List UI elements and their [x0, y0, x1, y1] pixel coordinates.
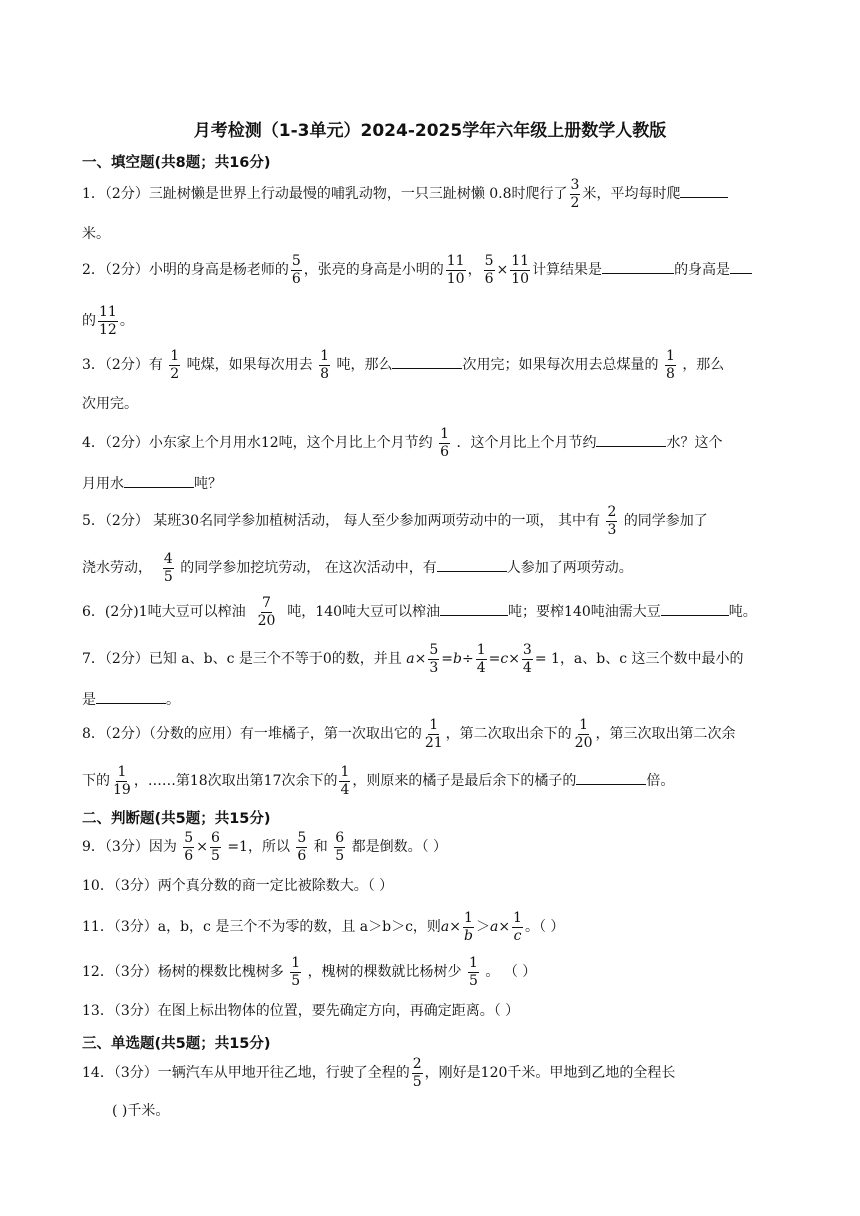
question-14-text-b: ，刚好是120千米。甲地到乙地的全程长 — [424, 1065, 676, 1082]
question-7-text-b: ，a、b、c 这三个数中最小的 — [559, 651, 744, 668]
variable: c — [500, 651, 509, 668]
fraction: $\frac{7}{20}$ — [257, 595, 276, 629]
question-2-text-d: 计算结果是 — [532, 262, 603, 279]
section-heading-fill-in: 一、填空题(共8题；共16分) — [82, 155, 271, 171]
punctuation: 。 — [119, 313, 134, 330]
question-3-text-g: 次用完。 — [82, 396, 138, 412]
question-2-line-1 — [82, 254, 752, 286]
fraction: $\frac{3}{2}$ — [570, 177, 580, 211]
question-5-text-d: 的同学参加挖坑劳动， 在这次活动中，有 — [180, 560, 437, 577]
question-8-text-h: 倍。 — [646, 773, 675, 790]
question-12-line-1 — [82, 956, 536, 988]
page-title: 月考检测（1-3单元）2024-2025学年六年级上册数学人教版 — [193, 121, 667, 141]
question-8-text-c: ，第三次取出第二次余 — [595, 726, 736, 743]
question-4-line-2 — [82, 473, 222, 491]
question-8-text-d: 下的 — [82, 773, 110, 790]
greater-than-sign: ＞ — [475, 919, 490, 936]
question-8-line-2 — [82, 765, 674, 797]
fraction: $\frac{11}{10}$ — [446, 253, 465, 287]
fraction: $\frac{1}{4}$ — [476, 642, 486, 676]
fraction: $\frac{6}{5}$ — [210, 830, 220, 864]
answer-blank[interactable] — [730, 259, 752, 274]
variable: a — [406, 651, 415, 668]
question-5-line-2 — [82, 552, 633, 584]
fraction: $\frac{11}{10}$ — [511, 253, 530, 287]
question-2-text-g: 的 — [82, 313, 96, 330]
equals-sign: = — [488, 651, 501, 668]
question-1-text-b: 米，平均每时爬 — [582, 186, 681, 203]
question-7-text: 7．（2分）已知 a、b、c 是三个不等于0的数，并且 — [82, 651, 402, 668]
question-2-text-e: 的身高是 — [674, 262, 731, 279]
question-3-text: 3．（2分）有 — [82, 357, 163, 374]
fraction: $\frac{1}{19}$ — [113, 764, 131, 798]
fraction: $\frac{2}{3}$ — [607, 504, 617, 538]
answer-blank[interactable] — [596, 432, 666, 447]
question-10-text: 10．（3分）两个真分数的商一定比被除数大。（ ） — [82, 878, 394, 894]
question-2-text: 2．（2分）小明的身高是杨老师的 — [82, 262, 289, 279]
fraction: $\frac{1}{21}$ — [424, 717, 443, 751]
question-11-text: 11．（3分）a，b，c 是三个不为零的数，且 a＞b＞c，则 — [82, 919, 441, 936]
times-sign: × — [196, 839, 208, 856]
question-7-line-1 — [82, 643, 744, 675]
times-sign: × — [496, 262, 509, 279]
question-4-text-b: ．这个月比上个月节约 — [456, 435, 597, 452]
question-14-text: 14．（3分）一辆汽车从甲地开往乙地，行驶了全程的 — [82, 1065, 410, 1082]
question-1-text-c: 米。 — [82, 226, 110, 242]
question-6-text: 6．(2分)1吨大豆可以榨油 — [82, 604, 246, 621]
answer-blank[interactable] — [96, 689, 166, 704]
question-5-text-b: 的同学参加了 — [623, 513, 708, 530]
question-14-line-1 — [82, 1057, 675, 1089]
fraction: $\frac{2}{5}$ — [412, 1056, 422, 1090]
question-7-line-2 — [82, 689, 180, 707]
question-9-text-c: 和 — [313, 839, 328, 856]
question-6-text-d: 吨。 — [728, 604, 757, 621]
fraction: $\frac{11}{12}$ — [99, 304, 117, 338]
question-4-text-e: 吨？ — [194, 476, 222, 492]
question-5-text-e: 人参加了两项劳动。 — [506, 560, 633, 577]
answer-blank[interactable] — [576, 770, 646, 785]
question-5-text-c: 浇水劳动， — [82, 560, 152, 577]
answer-blank[interactable] — [124, 473, 194, 488]
question-2-line-2 — [82, 305, 134, 337]
fraction: $\frac{5}{6}$ — [484, 253, 494, 287]
question-4-text-d: 月用水 — [82, 476, 124, 492]
question-14-line-2 — [112, 1104, 169, 1118]
question-5-line-1 — [82, 505, 708, 537]
question-3-text-b: 吨煤，如果每次用去 — [186, 357, 313, 374]
question-5-text: 5．（2分） 某班30名同学参加植树活动， 每人至少参加两项劳动中的一项， 其中有 — [82, 513, 600, 530]
question-9-text: 9．（3分）因为 — [82, 839, 177, 856]
question-3-line-2 — [82, 397, 138, 411]
equals-one: = 1 — [534, 651, 560, 668]
question-3-text-c: 吨，那么 — [336, 357, 393, 374]
equals-sign: = — [441, 651, 453, 668]
question-7-text-c: 是 — [82, 692, 96, 708]
answer-blank[interactable] — [392, 354, 462, 369]
question-12-text: 12．（3分）杨树的棵数比槐树多 — [82, 964, 284, 981]
question-12-text-c: 。 （ ） — [485, 964, 537, 981]
variable: b — [452, 651, 462, 668]
fraction: $\frac{5}{6}$ — [297, 830, 307, 864]
fraction: $\frac{6}{5}$ — [335, 830, 345, 864]
times-sign: × — [414, 651, 427, 668]
question-9-text-d: 都是倒数。（ ） — [351, 839, 448, 856]
question-4-text-c: 水？这个 — [666, 435, 723, 452]
question-14-text-c: ( )千米。 — [112, 1103, 170, 1119]
fraction: $\frac{1}{4}$ — [340, 764, 350, 798]
fraction: $\frac{1}{20}$ — [574, 717, 593, 751]
question-1-line-1 — [82, 178, 728, 210]
question-11-text-b: 。（ ） — [524, 919, 565, 936]
fraction: $\frac{1}{5}$ — [291, 955, 301, 989]
question-3-line-1 — [82, 349, 724, 381]
fraction: $\frac{4}{5}$ — [163, 551, 173, 585]
question-3-text-d: 次用完；如果每次用去总煤量的 — [462, 357, 659, 374]
question-1-text: 1．（2分）三趾树懒是世界上行动最慢的哺乳动物，一只三趾树懒 0.8时爬行了 — [82, 186, 568, 203]
question-12-text-b: ，槐树的棵数就比杨树少 — [307, 964, 462, 981]
fraction: $\frac{1}{5}$ — [469, 955, 478, 989]
question-9-text-b: =1，所以 — [227, 839, 290, 856]
fraction: $\frac{1}{6}$ — [440, 426, 450, 460]
punctuation: 。 — [166, 692, 180, 708]
divide-sign: ÷ — [461, 651, 474, 668]
fraction: $\frac{5}{6}$ — [184, 830, 194, 864]
question-3-text-e: ，那么 — [682, 357, 725, 374]
section-heading-true-false: 二、判断题(共5题；共15分) — [82, 811, 271, 827]
times-sign: × — [508, 651, 520, 668]
fraction: $\frac{1}{8}$ — [320, 348, 330, 382]
question-8-text-b: ，第二次取出余下的 — [445, 726, 572, 743]
question-8-text-e: ，……第18次取出第17次余下的 — [133, 773, 338, 790]
fraction: $\frac{1}{2}$ — [170, 348, 180, 382]
answer-blank[interactable] — [680, 183, 728, 198]
question-6-text-c: 吨；要榨140吨油需大豆 — [508, 604, 661, 621]
question-13-text: 13．（3分）在图上标出物体的位置，要先确定方向，再确定距离。（ ） — [82, 1003, 520, 1019]
question-6-text-b: 吨，140吨大豆可以榨油 — [287, 604, 441, 621]
question-13-line-1 — [82, 1004, 519, 1018]
question-8-line-1 — [82, 718, 735, 750]
fraction: $\frac{3}{4}$ — [522, 642, 532, 676]
variable-expression: a× — [440, 919, 461, 936]
question-11-line-1 — [82, 911, 564, 943]
question-2-text-b: ，张亮的身高是小明的 — [303, 262, 444, 279]
answer-blank[interactable] — [602, 259, 674, 274]
question-9-line-1 — [82, 831, 447, 863]
question-6-line-1 — [82, 596, 757, 628]
fraction: $\frac{1}{8}$ — [665, 348, 675, 382]
fraction: $\frac{5}{3}$ — [429, 642, 439, 676]
question-8-text: 8．（2分）（分数的应用）有一堆橘子，第一次取出它的 — [82, 726, 422, 743]
section-heading-single-choice: 三、单选题(共5题；共15分) — [82, 1036, 271, 1052]
fraction: $\frac{1}{b}$ — [464, 910, 473, 944]
answer-blank[interactable] — [437, 557, 507, 572]
question-4-text: 4．（2分）小东家上个月用水12吨，这个月比上个月节约 — [82, 435, 433, 452]
fraction: $\frac{1}{c}$ — [513, 910, 522, 944]
answer-blank[interactable] — [440, 601, 508, 616]
question-4-line-1 — [82, 427, 722, 459]
punctuation: ， — [467, 262, 482, 279]
answer-blank[interactable] — [661, 601, 729, 616]
variable-expression: a× — [489, 919, 511, 936]
question-10-line-1 — [82, 879, 393, 893]
question-8-text-g: ，则原来的橘子是最后余下的橘子的 — [352, 773, 577, 790]
question-1-line-2 — [82, 227, 110, 241]
fraction: $\frac{5}{6}$ — [291, 253, 301, 287]
